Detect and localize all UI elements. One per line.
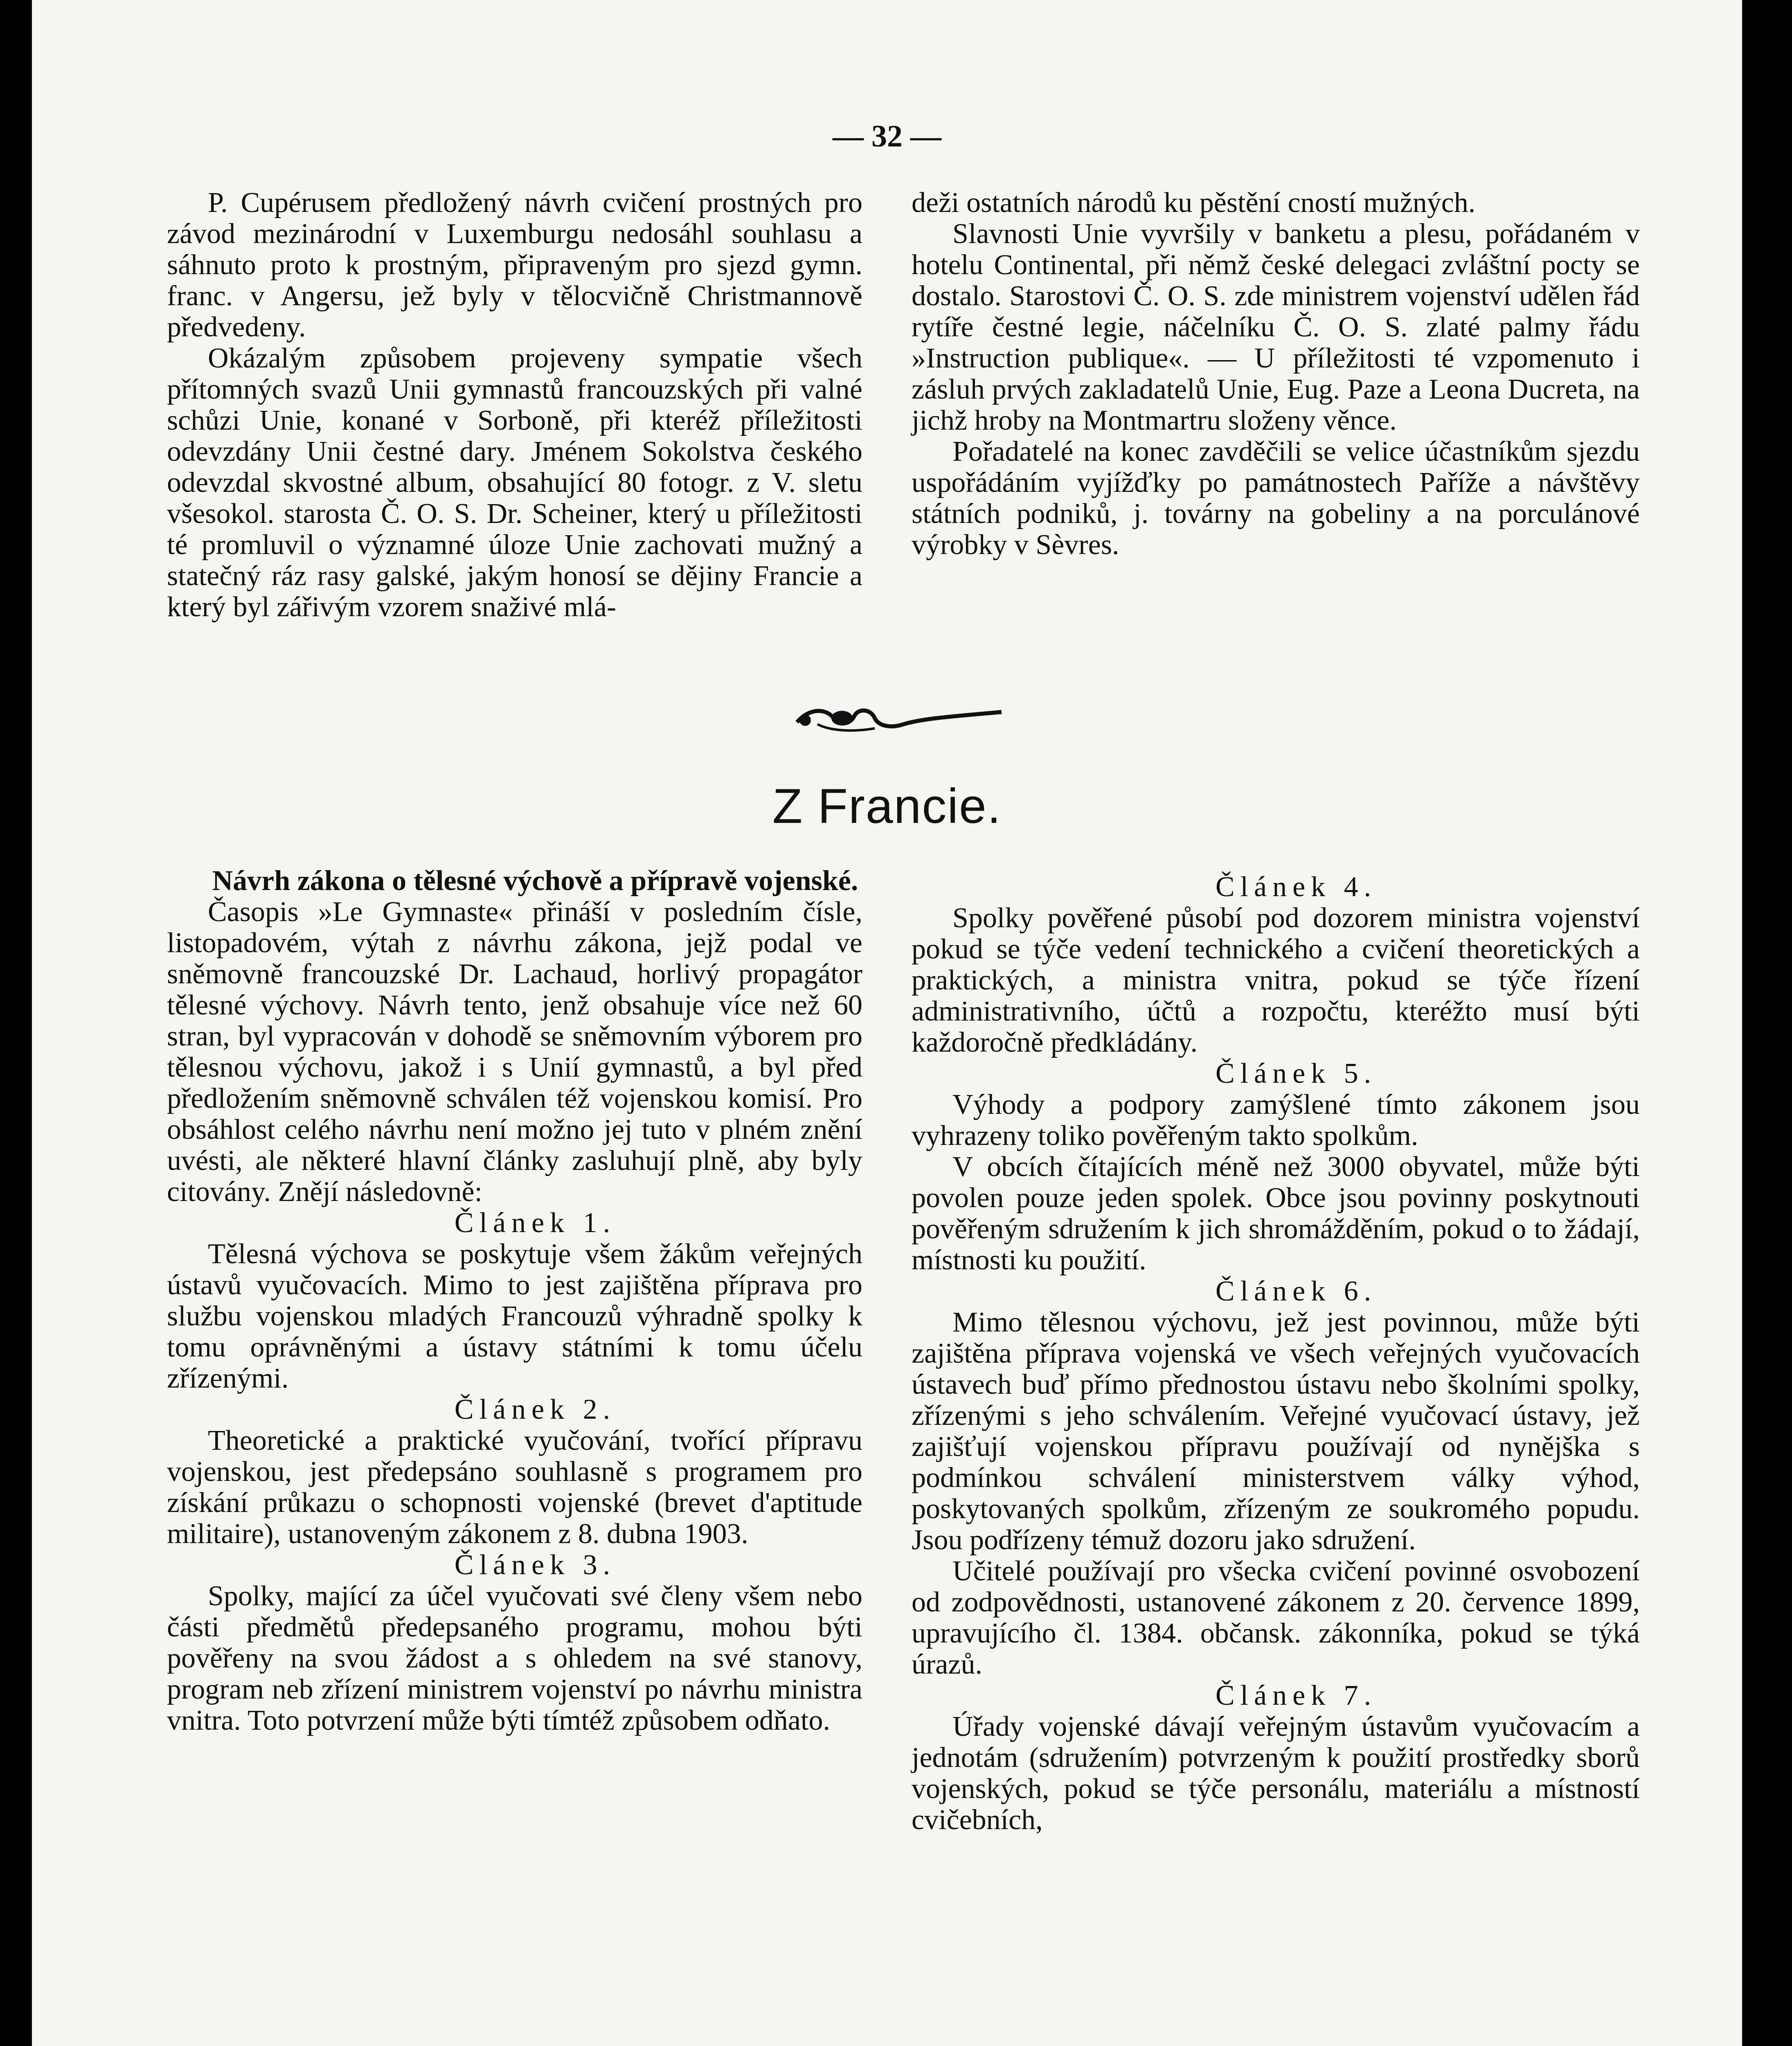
paragraph: Spolky, mající za účel vyučovati své členy všem nebo části předmětů předepsaného programu, mohou býti pověřeny na svou žádost a s ohledem na své stanovy, program neb zřízení ministrem vojenství po návrhu ministra vnitra. Toto potvrzení může býti tímtéž způsobem odňato. — [167, 1580, 862, 1736]
article-heading: Článek 3. — [454, 1549, 616, 1581]
article-heading: Článek 7. — [1215, 1680, 1377, 1711]
article-subheading: Návrh zákona o tělesné výchově a přípravě vojenské. — [212, 865, 858, 897]
paragraph: Učitelé používají pro všecka cvičení povinné osvobození od zodpovědnosti, ustanovené zákonem z 20. července 1899, upravujícího čl. 1384. občansk. zákonníka, pokud se týká úrazů. — [912, 1555, 1640, 1680]
paragraph: Theoretické a praktické vyučování, tvořící přípravu vojenskou, jest předepsáno souhlasně s programem pro získání průkazu o schopnosti vojenské (brevet d'aptitude militaire), ustanoveným zákonem z 8. dubna 1903. — [167, 1425, 862, 1550]
paragraph: Úřady vojenské dávají veřejným ústavům vyučovacím a jednotám (sdružením) potvrzeným k použití prostředky sborů vojenských, pokud se týče personálu, materiálu a místností cvičebních, — [912, 1711, 1640, 1836]
paragraph: Okázalým způsobem projeveny sympatie všech přítomných svazů Unii gymnastů francouzských při valné schůzi Unie, konané v Sorboně, při kteréž příležitosti odevzdány Unii čestné dary. Jménem Sokolstva českého odevzdal skvostné album, obsahující 80 fotogr. z V. sletu všesokol. starosta Č. O. S. Dr. Scheiner, který u příležitosti té promluvil o významné úloze Unie zachovati mužný a statečný ráz rasy galské, jakým honosí se dějiny Francie a který byl zářivým vzorem snaživé mlá- — [167, 343, 862, 623]
article-heading: Článek 5. — [1215, 1058, 1377, 1089]
paragraph-continuation: deži ostatních národů ku pěstění cností mužných. — [912, 187, 1476, 219]
paragraph: Pořadatelé na konec zavděčili se velice účastníkům sjezdu uspořádáním vyjížďky po památnostech Paříže a návštěvy státních podniků, j. továrny na gobeliny a na porculánové výrobky v Sèvres. — [912, 436, 1640, 561]
paragraph: Tělesná výchova se poskytuje všem žákům veřejných ústavů vyučovacích. Mimo to jest zajištěna příprava pro službu vojenskou mladých Francouzů výhradně spolky k tomu oprávněnými a ústavy státními k tomu účelu zřízenými. — [167, 1238, 862, 1394]
scan-border-right — [1742, 0, 1792, 2046]
article-heading: Článek 4. — [1215, 871, 1377, 903]
bottom-left-column — [167, 865, 862, 1736]
bottom-right-column — [912, 872, 1640, 1836]
document-page — [32, 0, 1742, 2046]
top-right-column — [912, 187, 1640, 561]
paragraph: Časopis »Le Gymnaste« přináší v posledním čísle, listopadovém, výtah z návrhu zákona, jejž podal ve sněmovně francouzské Dr. Lachaud, horlivý propagátor tělesné výchovy. Návrh tento, jenž obsahuje více než 60 stran, byl vypracován v dohodě se sněmovním výborem pro tělesnou výchovu, jakož i s Unií gymnastů, a byl před předložením sněmovně schválen též vojenskou komisí. Pro obsáhlost celého návrhu není možno jej tuto v plném znění uvésti, ale některé hlavní články zasluhují plně, aby byly citovány. Znějí následovně: — [167, 896, 862, 1208]
decorative-flourish-icon — [793, 700, 1006, 737]
page-number: — 32 — — [833, 119, 941, 153]
article-heading: Článek 1. — [454, 1207, 616, 1239]
paragraph: V obcích čítajících méně než 3000 obyvatel, může býti povolen pouze jeden spolek. Obce jsou povinny poskytnouti pověřeným sdružením k jich shromážděním, pokud o to žádají, místnosti ku použití. — [912, 1151, 1640, 1276]
article-heading: Článek 6. — [1215, 1275, 1377, 1307]
paragraph: Výhody a podpory zamýšlené tímto zákonem jsou vyhrazeny toliko pověřeným takto spolkům. — [912, 1089, 1640, 1151]
section-title: Z Francie. — [772, 779, 1002, 834]
article-heading: Článek 2. — [454, 1394, 616, 1425]
paragraph: Slavnosti Unie vyvršily v banketu a plesu, pořádaném v hotelu Continental, při němž české delegaci zvláštní pocty se dostalo. Starostovi Č. O. S. zde ministrem vojenství udělen řád rytíře čestné legie, náčelníku Č. O. S. zlaté palmy řádu »Instruction publique«. — U příležitosti té vzpomenuto i zásluh prvých zakladatelů Unie, Eug. Paze a Leona Ducreta, na jichž hroby na Montmartru složeny věnce. — [912, 218, 1640, 436]
top-left-column — [167, 187, 862, 623]
paragraph: P. Cupérusem předložený návrh cvičení prostných pro závod mezinárodní v Luxemburgu nedosáhl souhlasu a sáhnuto proto k prostným, připraveným pro sjezd gymn. franc. v Angersu, jež byly v tělocvičně Christmannově předvedeny. — [167, 187, 862, 343]
paragraph: Spolky pověřené působí pod dozorem ministra vojenství pokud se týče vedení technického a cvičení theoretických a praktických, a ministra vnitra, pokud se týče řízení administrativního, účtů a rozpočtu, kteréžto musí býti každoročně předkládány. — [912, 902, 1640, 1058]
paragraph: Mimo tělesnou výchovu, jež jest povinnou, může býti zajištěna příprava vojenská ve všech veřejných vyučovacích ústavech buď přímo přednostou ústavu nebo školními spolky, zřízenými s jeho schválením. Veřejné vyučovací ústavy, jež zajišťují vojenskou přípravu používají od nynějška s podmínkou schválení ministerstvem války výhod, poskytovaných spolkům, zřízeným ze soukromého popudu. Jsou podřízeny témuž dozoru jako sdružení. — [912, 1307, 1640, 1556]
